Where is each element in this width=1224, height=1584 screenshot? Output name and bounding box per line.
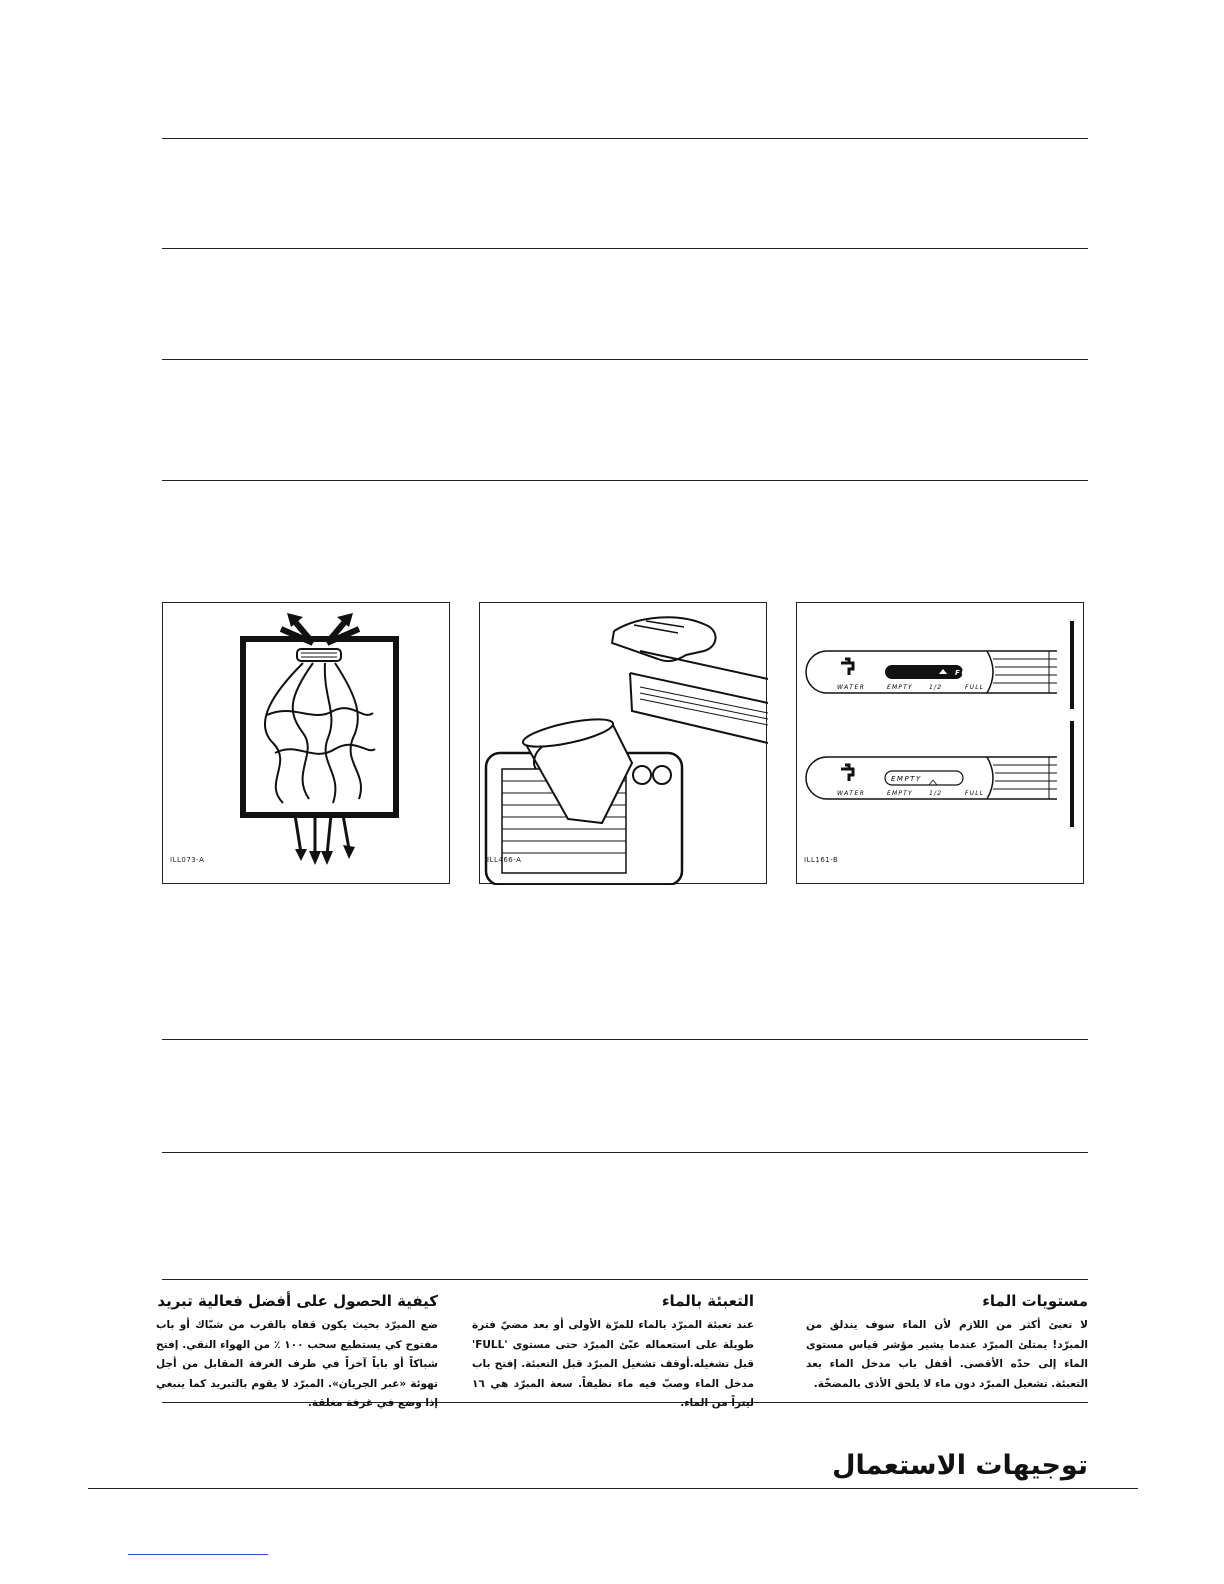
- section-body: عند تعبئة المبرّد بالماء للمرّة الأولى أو بعد مضيّ فترة طويلة على استعماله عبّئ المبرّد حتى مستوى 'FULL' قبل تشغيله.أوقف تشغيل المبرّد قبل التعبئة. إفتح باب مدخل الماء وصبّ فيه ماء نظيفاً. سعة المبرّد هي ١٦ ليتراً من الماء.: [472, 1319, 754, 1409]
- section-title: كيفية الحصول على أفضل فعالية تبريد: [157, 1292, 438, 1310]
- footer-divider: [88, 1488, 1138, 1489]
- scale-empty-label: EMPTY: [887, 790, 913, 797]
- figure-id: ILL161-B: [804, 856, 839, 864]
- filling-figure: [479, 602, 767, 884]
- divider: [162, 1152, 1088, 1153]
- divider: [162, 480, 1088, 481]
- airflow-figure: [162, 602, 450, 884]
- water-level-gauges: [797, 603, 1085, 885]
- scale-full-label: FULL: [965, 684, 985, 691]
- link-underline: [128, 1554, 268, 1555]
- gauge-indicator-text: EMPTY: [891, 775, 922, 783]
- divider: [162, 138, 1088, 139]
- best-cooling-section: [156, 1292, 438, 1414]
- divider: [162, 1279, 1088, 1280]
- divider: [162, 1039, 1088, 1040]
- section-title: مستويات الماء: [982, 1292, 1088, 1310]
- section-title: التعبئة بالماء: [661, 1292, 754, 1310]
- section-body: لا تعبئ أكثر من اللازم لأن الماء سوف يندلق من المبرّد! يمتلئ المبرّد عندما يشير مؤشر قياس مستوى الماء إلى حدّه الأقصى. أقفل باب مدخل الماء بعد التعبئة. تشغيل المبرّد دون ماء لا يلحق الأذى بالمضخّة.: [806, 1319, 1088, 1390]
- scale-empty-label: EMPTY: [887, 684, 913, 691]
- section-body: ضع المبرّد بحيث يكون قفاه بالقرب من شبّاك أو باب مفتوح كي يستطيع سحب ١٠٠ ٪ من الهواء النقي. إفتح شباكاً أو باباً آخراً في طرف الغرفة المقابل من أجل تهوئة «عبر الجريان». المبرّد لا يقوم بالتبريد كما ينبغي إذا وضع في غرفة مغلقة.: [156, 1319, 438, 1409]
- water-levels-section: [806, 1292, 1088, 1394]
- divider: [162, 248, 1088, 249]
- figure-id: ILL466-A: [487, 856, 522, 864]
- scale-full-label: FULL: [965, 790, 985, 797]
- gauge-top: [806, 651, 1057, 693]
- page-title: توجيهات الاستعمال: [832, 1450, 1088, 1481]
- figure-id: ILL073-A: [170, 856, 205, 864]
- filling-section: [472, 1292, 754, 1414]
- water-label: WATER: [837, 790, 866, 797]
- water-label: WATER: [837, 684, 866, 691]
- scale-half-label: 1/2: [929, 790, 943, 797]
- filling-illustration: [480, 603, 768, 885]
- water-level-figure: [796, 602, 1084, 884]
- airflow-illustration: [163, 603, 451, 885]
- gauge-indicator-text: FULL: [955, 669, 981, 677]
- scale-half-label: 1/2: [929, 684, 943, 691]
- gauge-bottom: [806, 757, 1057, 799]
- divider: [162, 359, 1088, 360]
